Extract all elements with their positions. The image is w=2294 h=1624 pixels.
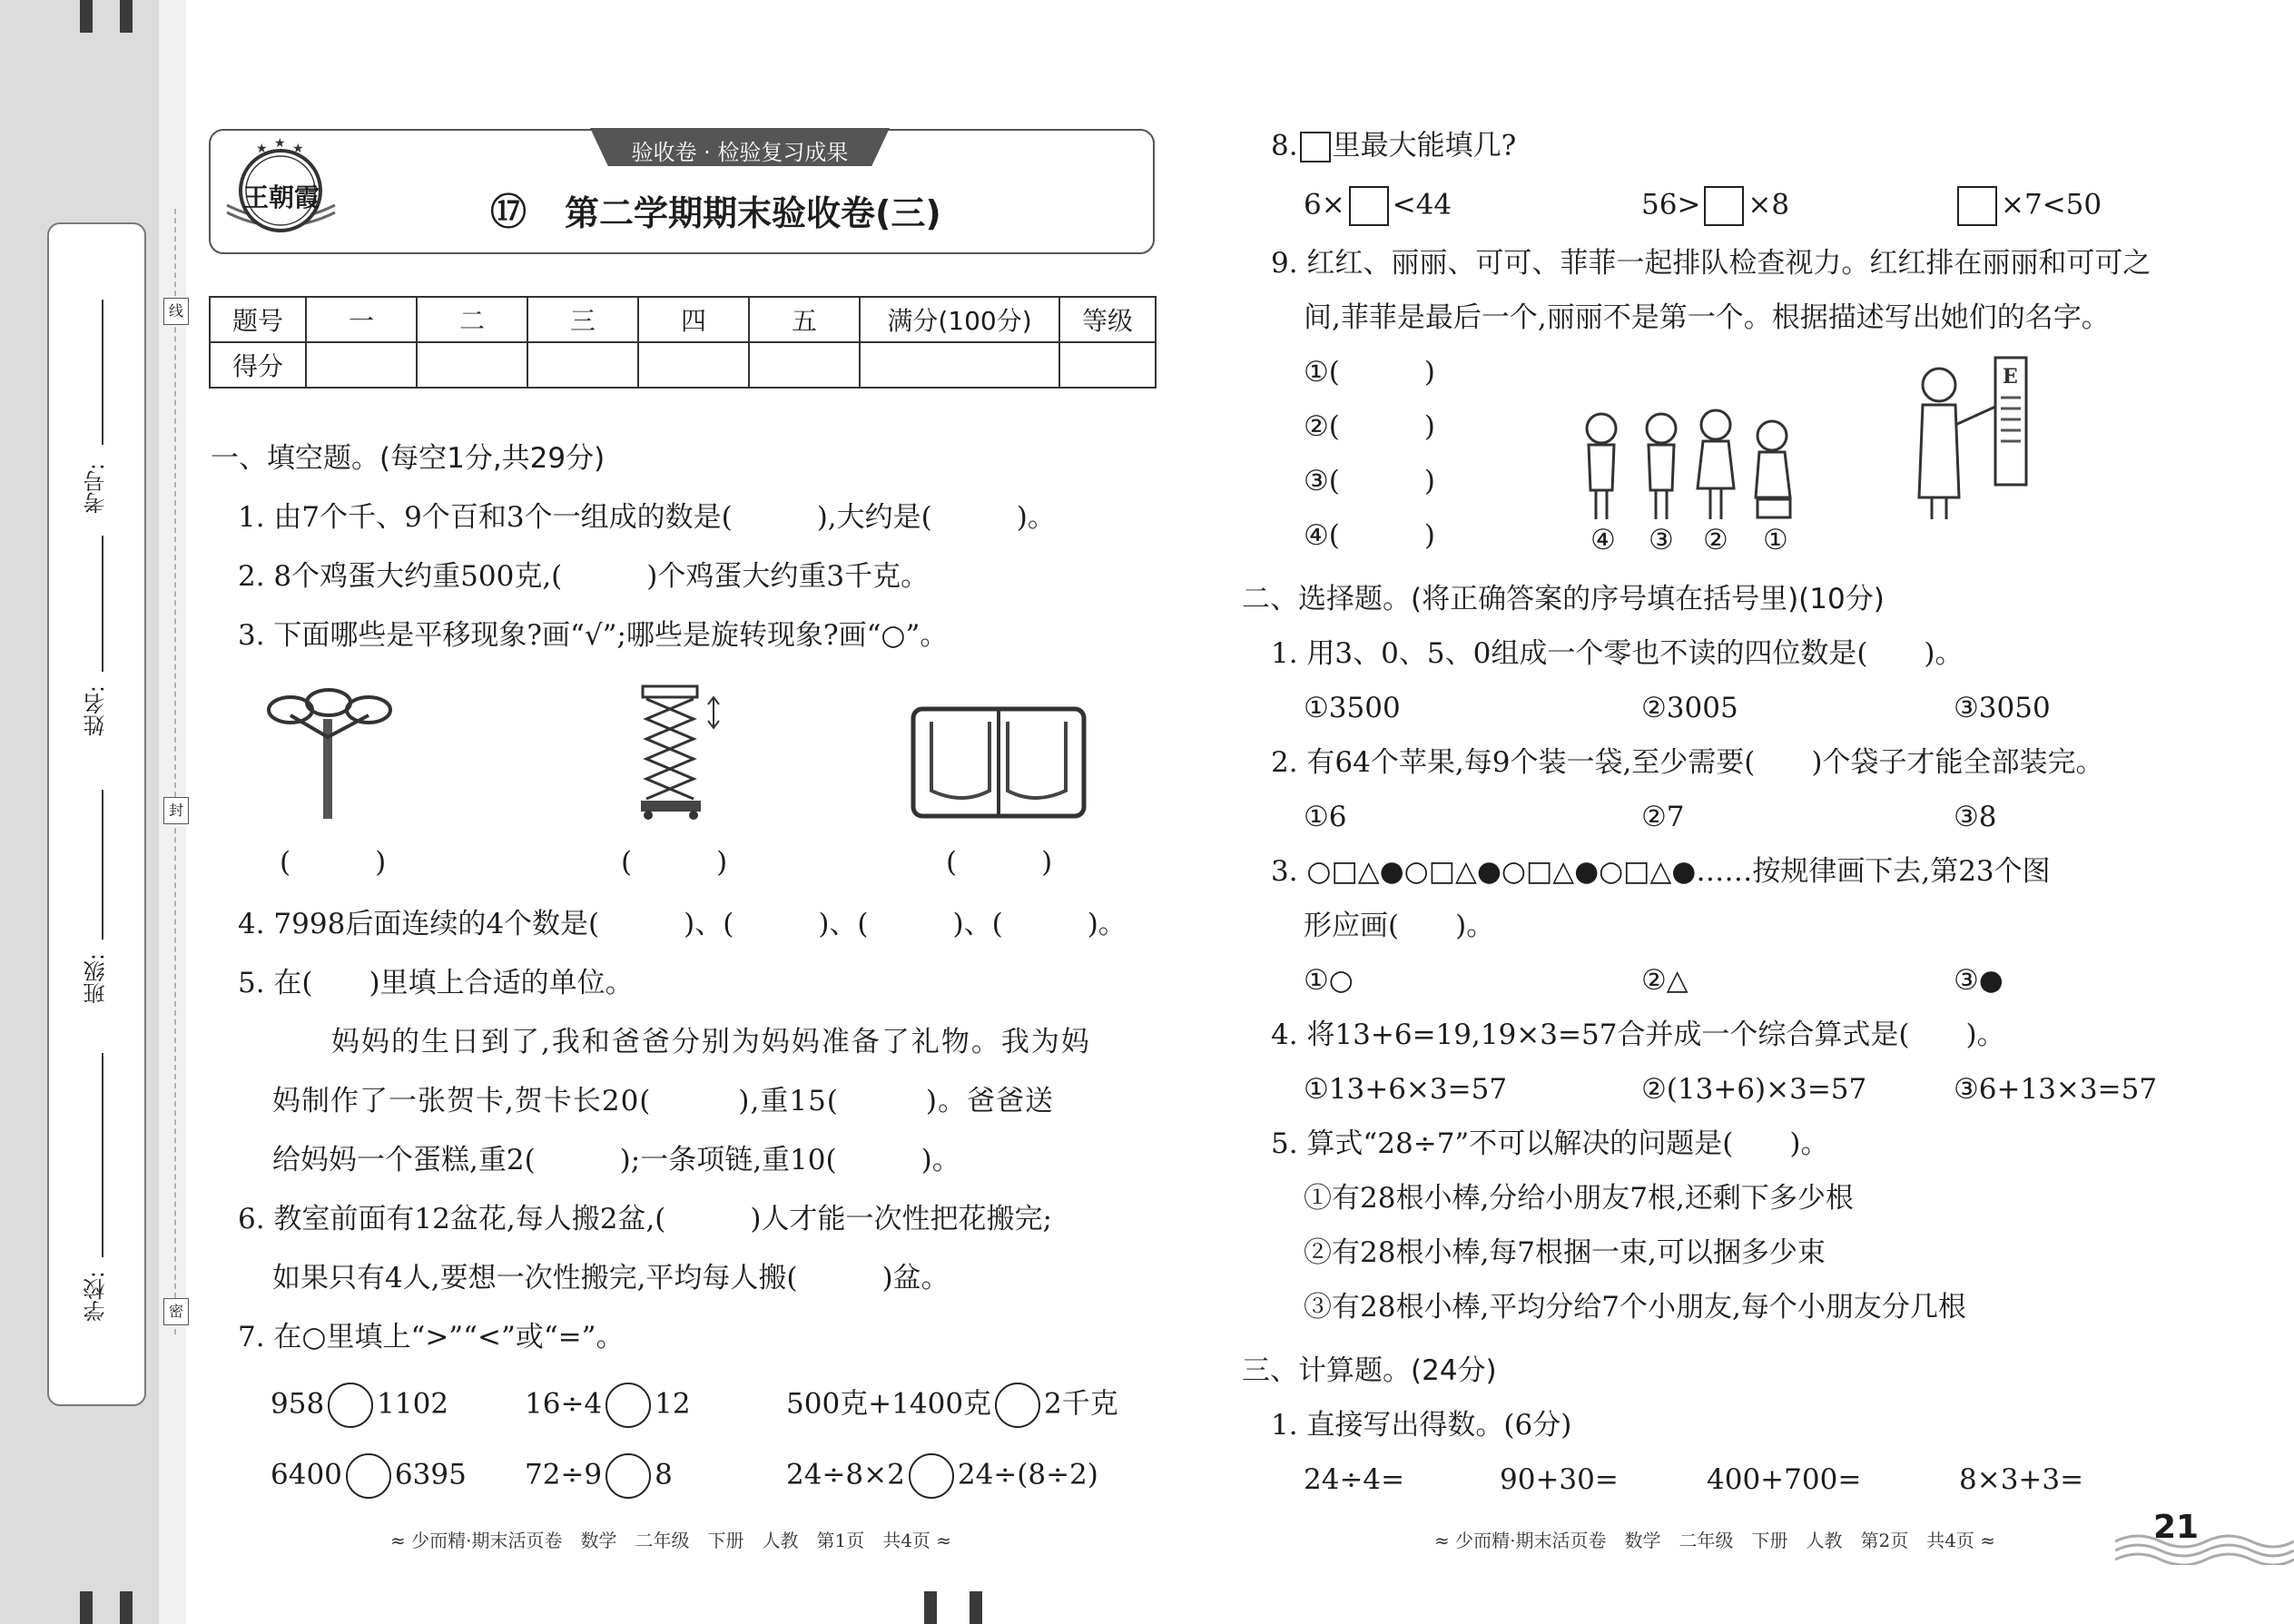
class-label: 班级: [84, 953, 109, 1005]
question-8: 8. 里最大能填几? [1271, 129, 1517, 162]
calc-question-1: 1. 直接写出得数。(6分) [1271, 1409, 1572, 1442]
registration-mark [924, 1591, 937, 1624]
class-line[interactable] [102, 790, 103, 940]
score-header-cell: 四 [638, 297, 749, 342]
exam-number-label: 考号: [84, 463, 109, 515]
header-banner-text: 验收卷 · 检验复习成果 [631, 140, 849, 165]
doctor-eye-chart-illustration [1905, 352, 2032, 525]
student-info-box [47, 222, 146, 1406]
option[interactable]: ②7 [1641, 801, 1685, 833]
question-5-line-2: 妈制作了一张贺卡,贺卡长20( ),重15( )。爸爸送 [272, 1085, 1054, 1117]
score-header-cell: 一 [306, 297, 417, 342]
answer-box[interactable] [1957, 186, 1997, 226]
compare-item: 6400 6395 [271, 1453, 467, 1499]
page-title: 第二学期期末验收卷(三) [565, 193, 941, 233]
option[interactable]: ①○ [1304, 964, 1354, 997]
score-cell[interactable] [638, 342, 749, 388]
option[interactable]: ①3500 [1304, 692, 1401, 724]
compare-item: 72÷9 8 [525, 1453, 673, 1499]
question-5: 5. 在( )里填上合适的单位。 [238, 967, 634, 999]
registration-mark [80, 0, 93, 33]
question-2: 2. 8个鸡蛋大约重500克,( )个鸡蛋大约重3千克。 [238, 560, 930, 593]
school-label: 学校: [84, 1271, 109, 1323]
compare-item: 16÷4 12 [525, 1383, 691, 1428]
score-table [209, 296, 1157, 389]
question-9-line-1: 9. 红红、丽丽、可可、菲菲一起排队检查视力。红红排在丽丽和可可之 [1271, 247, 2151, 280]
score-header-cell: 满分(100分) [860, 297, 1059, 342]
score-header-cell: 题号 [210, 297, 306, 342]
question-9-line-2: 间,菲菲是最后一个,丽丽不是第一个。根据描述写出她们的名字。 [1304, 301, 2110, 334]
swing-illustration [908, 704, 1089, 822]
registration-mark [120, 0, 133, 33]
option[interactable]: ①13+6×3=57 [1304, 1073, 1508, 1106]
q8-item: 56> ×8 [1641, 186, 1789, 226]
choice-question-5: 5. 算式“28÷7”不可以解决的问题是( )。 [1271, 1127, 1829, 1160]
score-row-label: 得分 [210, 342, 306, 388]
section-3-heading: 三、计算题。(24分) [1242, 1354, 1497, 1387]
option[interactable]: ②(13+6)×3=57 [1641, 1073, 1867, 1106]
calc-item: 8×3+3= [1959, 1463, 2084, 1496]
score-header-cell: 三 [527, 297, 638, 342]
answer-blank-lift[interactable]: ( ) [621, 846, 728, 879]
section-1-heading: 一、填空题。(每空1分,共29分) [211, 442, 605, 475]
score-cell[interactable] [527, 342, 638, 388]
option[interactable]: ②有28根小棒,每7根捆一束,可以捆多少束 [1304, 1236, 1826, 1269]
compare-circle[interactable] [909, 1453, 954, 1499]
option[interactable]: ③● [1954, 964, 2004, 997]
option[interactable]: ①有28根小棒,分给小朋友7根,还剩下多少根 [1304, 1182, 1854, 1215]
answer-box[interactable] [1349, 186, 1389, 226]
exam-number: ⑰ [490, 192, 527, 233]
choice-question-2: 2. 有64个苹果,每9个装一袋,至少需要( )个袋子才能全部装完。 [1271, 746, 2104, 779]
right-footer: ≈ 少而精·期末活页卷 数学 二年级 下册 人教 第2页 共4页 ≈ [1434, 1530, 1996, 1551]
calc-item: 400+700= [1707, 1463, 1862, 1496]
answer-box[interactable] [1704, 186, 1744, 226]
svg-text:★: ★ [274, 136, 286, 151]
option[interactable]: ①6 [1304, 801, 1347, 833]
question-1: 1. 由7个千、9个百和3个一组成的数是( ),大约是( )。 [238, 501, 1056, 534]
answer-blank-swing[interactable]: ( ) [946, 846, 1053, 879]
question-4: 4. 7998后面连续的4个数是( )、( )、( )、( )。 [238, 908, 1127, 940]
position-label: ③ [1649, 524, 1674, 556]
score-cell[interactable] [1059, 342, 1156, 388]
score-cell[interactable] [749, 342, 860, 388]
option[interactable]: ③8 [1954, 801, 1997, 833]
compare-circle[interactable] [346, 1453, 391, 1499]
score-cell[interactable] [417, 342, 527, 388]
score-cell[interactable] [306, 342, 417, 388]
score-header-cell: 二 [417, 297, 527, 342]
answer-blank-windmill[interactable]: ( ) [280, 846, 387, 879]
choice-question-3-line-2: 形应画( )。 [1304, 910, 1495, 942]
registration-mark [80, 1591, 93, 1624]
score-header-cell: 五 [749, 297, 860, 342]
option[interactable]: ②△ [1641, 964, 1689, 997]
option[interactable]: ②3005 [1641, 692, 1738, 724]
name-line[interactable] [102, 536, 103, 672]
compare-circle[interactable] [995, 1383, 1040, 1428]
exam-number-line[interactable] [102, 300, 103, 445]
brand-logo-text: 王朝霞 [242, 182, 320, 212]
question-5-line-3: 给妈妈一个蛋糕,重2( );一条项链,重10( )。 [272, 1144, 960, 1176]
score-header-cell: 等级 [1059, 297, 1156, 342]
seal-char: 封 [163, 797, 189, 824]
seal-line [174, 209, 176, 1334]
windmill-illustration [263, 683, 399, 821]
compare-item: 500克+1400克 2千克 [786, 1383, 1118, 1428]
svg-text:E: E [2003, 365, 2018, 389]
question-6-line-1: 6. 教室前面有12盆花,每人搬2盆,( )人才能一次性把花搬完; [238, 1203, 1052, 1235]
question-6-line-2: 如果只有4人,要想一次性搬完,平均每人搬( )盆。 [272, 1262, 950, 1294]
compare-circle[interactable] [605, 1453, 651, 1499]
position-label: ④ [1590, 524, 1616, 556]
compare-item: 958 1102 [271, 1383, 448, 1428]
seal-char: 密 [163, 1298, 189, 1325]
choice-question-3-line-1: 3. ○□△●○□△●○□△●○□△●……按规律画下去,第23个图 [1271, 855, 2051, 888]
q8-item: ×7<50 [1954, 186, 2102, 226]
page-number: 21 [2153, 1509, 2200, 1546]
option[interactable]: ③有28根小棒,平均分给7个小朋友,每个小朋友分几根 [1304, 1291, 1966, 1324]
question-7: 7. 在○里填上“>”“<”或“=”。 [238, 1321, 625, 1353]
svg-text:★: ★ [292, 142, 304, 156]
svg-text:★: ★ [256, 142, 268, 156]
compare-circle[interactable] [328, 1383, 373, 1428]
registration-mark [120, 1591, 133, 1624]
q8-item: 6× <44 [1304, 186, 1452, 226]
question-5-line-1: 妈妈的生日到了,我和爸爸分别为妈妈准备了礼物。我为妈 [331, 1026, 1091, 1058]
choice-question-4: 4. 将13+6=19,19×3=57合并成一个综合算式是( )。 [1271, 1019, 2005, 1051]
blank-box-icon [1300, 132, 1331, 162]
q9-answer[interactable]: ①( ) [1304, 356, 1435, 389]
school-line[interactable] [102, 1053, 103, 1257]
registration-mark [970, 1591, 982, 1624]
q9-answer[interactable]: ②( ) [1304, 410, 1435, 443]
option[interactable]: ③3050 [1954, 692, 2051, 724]
name-label: 姓名: [84, 685, 109, 737]
choice-question-1: 1. 用3、0、5、0组成一个零也不读的四位数是( )。 [1271, 637, 1964, 670]
position-label: ① [1763, 524, 1788, 556]
score-cell[interactable] [860, 342, 1059, 388]
question-3: 3. 下面哪些是平移现象?画“√”;哪些是旋转现象?画“○”。 [238, 619, 949, 652]
position-label: ② [1703, 524, 1728, 556]
option[interactable]: ③6+13×3=57 [1954, 1073, 2158, 1106]
section-2-heading: 二、选择题。(将正确答案的序号填在括号里)(10分) [1242, 583, 1885, 615]
calc-item: 90+30= [1500, 1463, 1619, 1496]
left-footer: ≈ 少而精·期末活页卷 数学 二年级 下册 人教 第1页 共4页 ≈ [390, 1530, 952, 1551]
compare-item: 24÷8×2 24÷(8÷2) [786, 1453, 1098, 1499]
children-in-line-illustration [1580, 399, 1816, 527]
q9-answer[interactable]: ③( ) [1304, 465, 1435, 497]
page-wave-decoration [2115, 1514, 2294, 1565]
seal-char: 线 [163, 298, 189, 325]
calc-item: 24÷4= [1304, 1463, 1405, 1496]
compare-circle[interactable] [605, 1383, 651, 1428]
q9-answer[interactable]: ④( ) [1304, 519, 1435, 552]
scissor-lift-illustration [635, 683, 726, 821]
